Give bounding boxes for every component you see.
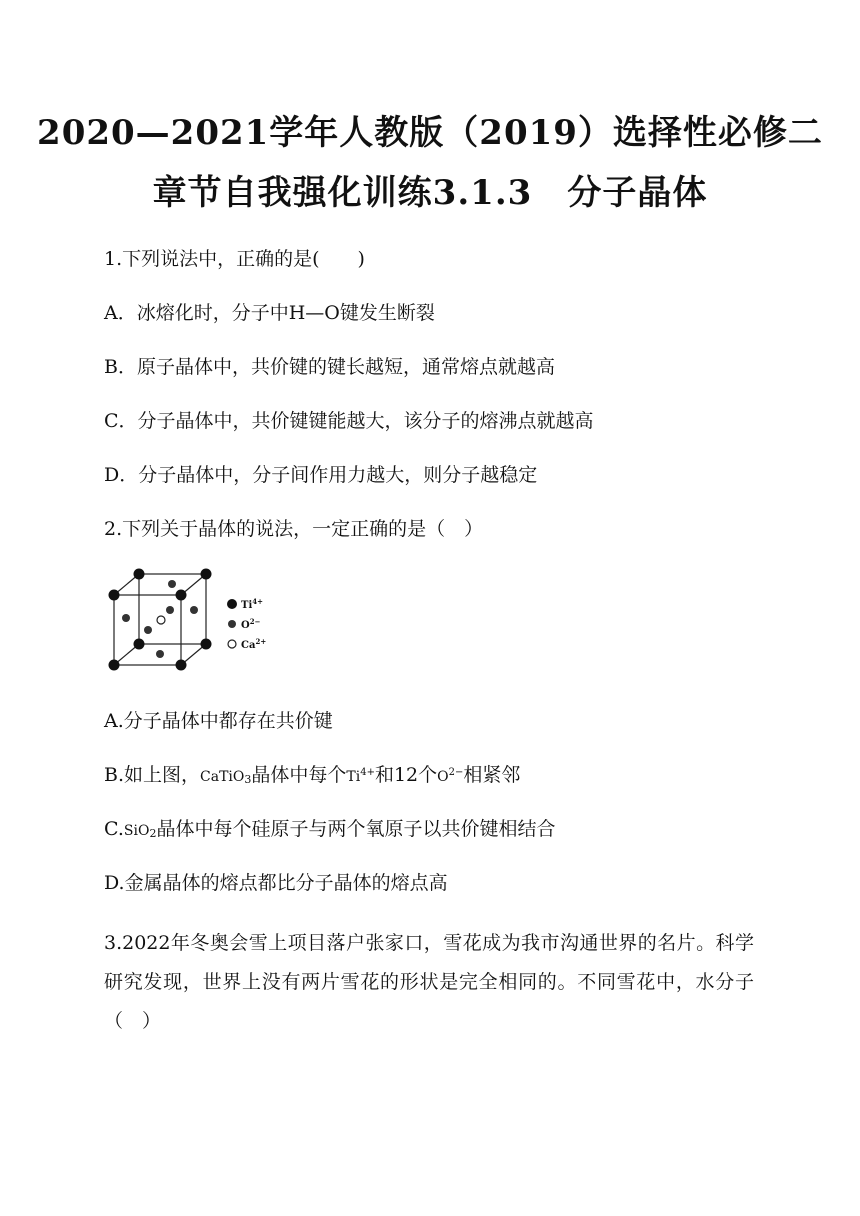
q2-option-a: A.分子晶体中都存在共价键 xyxy=(104,710,333,732)
ion-o: $O^{2-}$ xyxy=(437,767,464,785)
q1-option-a: A．冰熔化时，分子中H—O键发生断裂 xyxy=(104,302,435,324)
perovskite-crystal-figure xyxy=(100,562,280,680)
q1-stem: 1.下列说法中，正确的是( ) xyxy=(104,248,365,270)
q2-option-c: C.SiO2晶体中每个硅原子与两个氧原子以共价键相结合 xyxy=(104,818,556,840)
legend-ca: $Ca^{2+}$ xyxy=(241,637,267,651)
legend-o: $O^{2-}$ xyxy=(241,617,261,631)
q2-option-b: B.如上图，CaTiO3晶体中每个$Ti^{4+}$和12个$O^{2-}$相紧邻 xyxy=(104,764,521,786)
q1-option-d: D．分子晶体中，分子间作用力越大，则分子越稳定 xyxy=(104,464,538,486)
formula-sio2: SiO2 xyxy=(123,823,157,840)
formula-catio3: CaTiO3 xyxy=(200,769,252,786)
q1-option-c: C．分子晶体中，共价键键能越大，该分子的熔沸点就越高 xyxy=(104,410,594,432)
q2-option-b-prefix: B.如上图， xyxy=(104,764,201,786)
q1-option-b: B．原子晶体中，共价键的键长越短，通常熔点就越高 xyxy=(104,356,555,378)
q2-option-d: D.金属晶体的熔点都比分子晶体的熔点高 xyxy=(104,872,448,894)
legend-ti: $Ti^{4+}$ xyxy=(241,597,263,611)
title-line-1: 2020—2021学年人教版（2019）选择性必修二 xyxy=(37,113,823,153)
ion-ti: $Ti^{4+}$ xyxy=(346,767,375,785)
q3-stem: 3.2022年冬奥会雪上项目落户张家口，雪花成为我市沟通世界的名片。科学研究发现，世界上没有两片雪花的形状是完全相同的。不同雪花中，水分子（ ） xyxy=(104,932,754,1032)
title-line-2: 章节自我强化训练3.1.3 分子晶体 xyxy=(152,173,708,213)
q2-stem: 2.下列关于晶体的说法，一定正确的是（ ） xyxy=(104,518,484,540)
